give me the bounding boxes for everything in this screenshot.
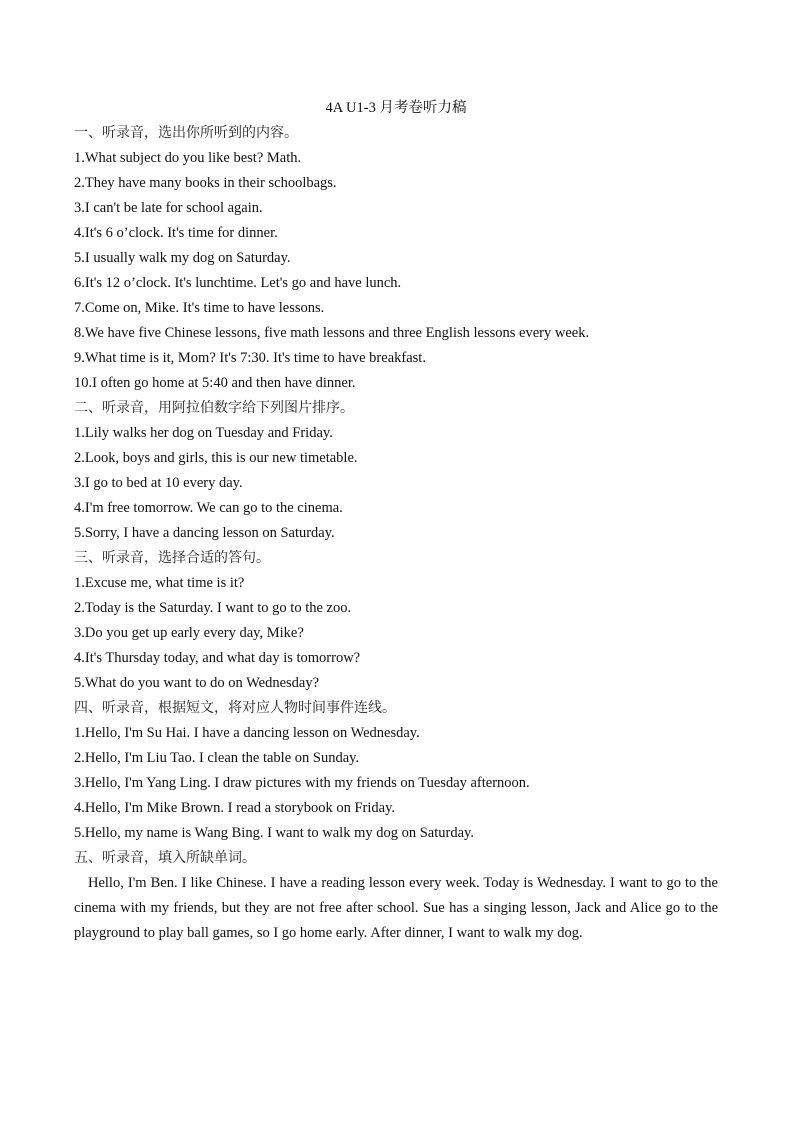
list-item: 10.I often go home at 5:40 and then have dinner. xyxy=(74,375,356,391)
list-item: 2.Look, boys and girls, this is our new timetable. xyxy=(74,450,358,466)
list-item: 6.It's 12 o’clock. It's lunchtime. Let's go and have lunch. xyxy=(74,275,402,291)
section-heading: 一、听录音，选出你所听到的内容。 xyxy=(74,125,298,141)
list-item: 5.What do you want to do on Wednesday? xyxy=(74,675,320,691)
list-item: 3.Hello, I'm Yang Ling. I draw pictures with my friends on Tuesday afternoon. xyxy=(74,775,530,791)
list-item: 2.Hello, I'm Liu Tao. I clean the table on Sunday. xyxy=(74,750,360,766)
list-item: 2.They have many books in their schoolbags. xyxy=(74,175,337,191)
section-3 xyxy=(74,546,718,696)
section-5 xyxy=(74,846,718,946)
list-item: 8.We have five Chinese lessons, five math lessons and three English lessons every week. xyxy=(74,325,590,341)
section-2 xyxy=(74,396,718,546)
section-4 xyxy=(74,696,718,846)
list-item: 4.It's 6 o’clock. It's time for dinner. xyxy=(74,225,278,241)
list-item: 1.Excuse me, what time is it? xyxy=(74,575,245,591)
document-page xyxy=(74,96,718,946)
list-item: 3.Do you get up early every day, Mike? xyxy=(74,625,304,641)
list-item: 5.I usually walk my dog on Saturday. xyxy=(74,250,291,266)
section-heading: 二、听录音，用阿拉伯数字给下列图片排序。 xyxy=(74,400,354,416)
list-item: 3.I go to bed at 10 every day. xyxy=(74,475,243,491)
list-item: 4.I'm free tomorrow. We can go to the cinema. xyxy=(74,500,343,516)
list-item: 7.Come on, Mike. It's time to have lessons. xyxy=(74,300,325,316)
document-title: 4A U1-3 月考卷听力稿 xyxy=(325,100,467,116)
section-heading: 五、听录音，填入所缺单词。 xyxy=(74,850,256,866)
list-item: 2.Today is the Saturday. I want to go to the zoo. xyxy=(74,600,352,616)
list-item: 1.Hello, I'm Su Hai. I have a dancing lesson on Wednesday. xyxy=(74,725,420,741)
passage-paragraph: Hello, I'm Ben. I like Chinese. I have a reading lesson every week. Today is Wednesday. I want to go to the cinema with my friends, but they are not free after school. Sue has a singing lesson, Jack and Alice go to the playground to play ball games, so I go home early. After dinner, I want to walk my dog. xyxy=(74,875,718,941)
section-1 xyxy=(74,121,718,396)
list-item: 4.It's Thursday today, and what day is tomorrow? xyxy=(74,650,361,666)
list-item: 5.Hello, my name is Wang Bing. I want to walk my dog on Saturday. xyxy=(74,825,474,841)
list-item: 1.What subject do you like best? Math. xyxy=(74,150,302,166)
list-item: 5.Sorry, I have a dancing lesson on Saturday. xyxy=(74,525,335,541)
list-item: 4.Hello, I'm Mike Brown. I read a storybook on Friday. xyxy=(74,800,396,816)
section-heading: 四、听录音，根据短文，将对应人物时间事件连线。 xyxy=(74,700,396,716)
section-heading: 三、听录音，选择合适的答句。 xyxy=(74,550,270,566)
list-item: 9.What time is it, Mom? It's 7:30. It's time to have breakfast. xyxy=(74,350,426,366)
list-item: 1.Lily walks her dog on Tuesday and Friday. xyxy=(74,425,333,441)
list-item: 3.I can't be late for school again. xyxy=(74,200,263,216)
